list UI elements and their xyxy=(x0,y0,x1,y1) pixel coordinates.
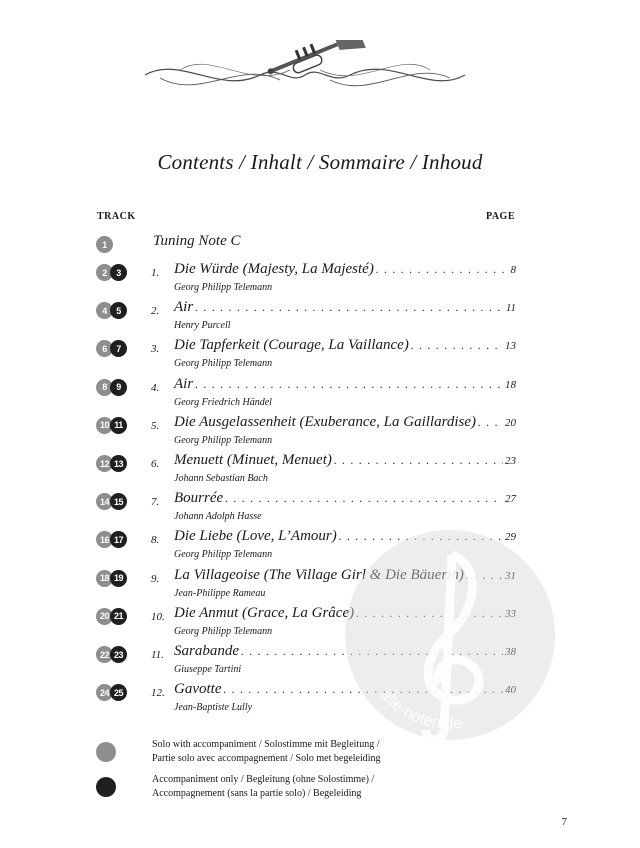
track-disc-solo: 8 xyxy=(96,379,113,396)
entry-number: 5. xyxy=(151,419,160,432)
track-disc-accomp: 25 xyxy=(110,684,127,701)
dot-leader xyxy=(478,415,503,430)
entry-composer: Georg Philipp Telemann xyxy=(174,434,273,446)
track-disc-solo: 20 xyxy=(96,608,113,625)
entry-composer: Georg Friedrich Händel xyxy=(174,396,272,408)
tuning-label: Tuning Note C xyxy=(153,233,241,249)
entry-page: 8 xyxy=(510,264,516,276)
track-disc-solo: 2 xyxy=(96,264,113,281)
entry-title: Bourrée xyxy=(174,490,224,507)
contents-entry xyxy=(96,299,516,337)
watermark-text: alle-noten.de xyxy=(376,686,463,733)
track-disc-solo: 12 xyxy=(96,455,113,472)
entry-title: Die Würde (Majesty, La Majesté) xyxy=(174,261,374,277)
entry-line xyxy=(174,261,516,278)
contents-entry xyxy=(96,490,516,528)
entry-number: 10. xyxy=(151,610,165,623)
entry-title: Menuett (Minuet, Menuet) xyxy=(174,452,332,468)
contents-entry xyxy=(96,376,516,414)
entry-title: Sarabande xyxy=(174,643,239,659)
entry-line xyxy=(174,452,516,469)
legend-accomp xyxy=(96,773,516,803)
entry-composer: Johann Adolph Hasse xyxy=(174,511,262,523)
entry-title: La Villageoise (The Village Girl & Die Bäuerin) xyxy=(174,566,464,583)
solo-disc-icon xyxy=(96,742,116,762)
entry-line xyxy=(174,337,516,354)
entry-number: 12. xyxy=(151,687,165,700)
legend-accomp-text xyxy=(152,773,482,801)
track-header: TRACK xyxy=(97,211,136,222)
entry-page: 29 xyxy=(505,531,516,544)
entry-number: 11. xyxy=(151,649,164,661)
entry-page: 23 xyxy=(505,455,516,467)
entry-line xyxy=(174,376,516,393)
legend-solo-line2: Partie solo avec accompagnement / Solo met begeleiding xyxy=(152,753,381,764)
track-disc-solo: 24 xyxy=(96,684,113,701)
entry-title: Air xyxy=(174,299,194,316)
entry-number: 8. xyxy=(151,534,160,547)
dot-leader xyxy=(225,491,503,506)
page-title: Contents / Inhalt / Sommaire / Inhoud xyxy=(157,150,483,174)
entry-number: 6. xyxy=(151,458,160,470)
entry-title: Die Tapferkeit (Courage, La Vaillance) xyxy=(174,337,409,354)
contents-entry xyxy=(96,452,516,490)
dot-leader xyxy=(334,453,503,468)
contents-entry xyxy=(96,414,516,452)
dot-leader xyxy=(376,262,509,277)
entry-line xyxy=(174,490,516,507)
entry-number: 2. xyxy=(151,305,160,318)
contents-entry xyxy=(96,261,516,299)
entry-line xyxy=(174,299,516,316)
entry-page: 18 xyxy=(505,378,516,391)
entry-number: 1. xyxy=(151,267,160,279)
entry-number: 7. xyxy=(151,496,160,509)
entry-composer: Georg Philipp Telemann xyxy=(174,549,273,561)
track-disc-accomp: 5 xyxy=(110,302,127,319)
entry-page: 27 xyxy=(505,493,516,506)
entry-page: 13 xyxy=(505,340,516,353)
trumpet-flourish-icon xyxy=(140,40,470,110)
track-disc-solo: 6 xyxy=(96,340,113,357)
entry-title: Die Anmut (Grace, La Grâce) xyxy=(174,604,355,621)
track-disc-accomp: 13 xyxy=(110,455,127,472)
track-disc-accomp: 9 xyxy=(110,379,127,396)
track-disc-accomp: 23 xyxy=(110,646,127,663)
track-disc-accomp: 15 xyxy=(110,493,127,510)
contents-entry xyxy=(96,337,516,375)
entry-composer: Henry Purcell xyxy=(174,320,231,332)
track-disc-accomp: 7 xyxy=(110,340,127,357)
entry-number: 9. xyxy=(151,572,160,585)
entry-composer: Johann Sebastian Bach xyxy=(174,473,268,484)
track-disc-solo: 16 xyxy=(96,531,113,548)
entry-composer: Jean-Baptiste Lully xyxy=(174,702,253,714)
entry-composer: Georg Philipp Telemann xyxy=(174,358,273,370)
track-disc-accomp: 3 xyxy=(110,264,127,281)
accomp-disc-icon xyxy=(96,777,116,797)
entry-number: 3. xyxy=(151,343,160,356)
legend-accomp-line1: Accompaniment only / Begleitung (ohne Solostimme) / xyxy=(152,774,375,785)
track-disc-solo: 10 xyxy=(96,417,113,434)
track-disc-accomp: 19 xyxy=(110,570,127,587)
entry-number: 4. xyxy=(151,381,160,394)
entry-title: Air xyxy=(174,375,194,392)
entry-composer: Georg Philipp Telemann xyxy=(174,625,273,637)
track-disc-solo: 4 xyxy=(96,302,113,319)
entry-page: 33 xyxy=(505,607,516,620)
page-number: 7 xyxy=(561,816,567,828)
track-disc-accomp: 21 xyxy=(110,608,127,625)
entry-page: 11 xyxy=(505,302,516,315)
entry-page: 40 xyxy=(505,684,516,697)
entry-page: 38 xyxy=(505,646,516,658)
tuning-note-row xyxy=(96,233,516,255)
dot-leader xyxy=(195,377,503,392)
entry-title: Die Ausgelassenheit (Exuberance, La Gaillardise) xyxy=(174,413,477,430)
track-disc-solo: 18 xyxy=(96,570,113,587)
entry-title: Gavotte xyxy=(174,681,222,698)
treble-clef-icon xyxy=(340,525,560,745)
dot-leader xyxy=(411,338,503,353)
track-disc-solo: 1 xyxy=(96,236,113,253)
entry-title: Die Liebe (Love, L’Amour) xyxy=(174,528,337,545)
dot-leader xyxy=(195,300,504,315)
track-disc-solo: 14 xyxy=(96,493,113,510)
entry-composer: Jean-Philippe Rameau xyxy=(174,587,266,599)
page-header: PAGE xyxy=(485,211,515,222)
legend-accomp-line2: Accompagnement (sans la partie solo) / Begeleiding xyxy=(152,788,362,799)
legend-solo-line1: Solo with accompaniment / Solostimme mit Begleitung / xyxy=(152,739,380,750)
entry-composer: Georg Philipp Telemann xyxy=(174,282,273,293)
entry-line xyxy=(174,414,516,431)
entry-composer: Giuseppe Tartini xyxy=(174,664,242,675)
entry-page: 31 xyxy=(505,569,516,582)
track-disc-accomp: 17 xyxy=(110,531,127,548)
track-disc-solo: 22 xyxy=(96,646,113,663)
entry-page: 20 xyxy=(505,416,516,429)
track-disc-accomp: 11 xyxy=(110,417,127,434)
